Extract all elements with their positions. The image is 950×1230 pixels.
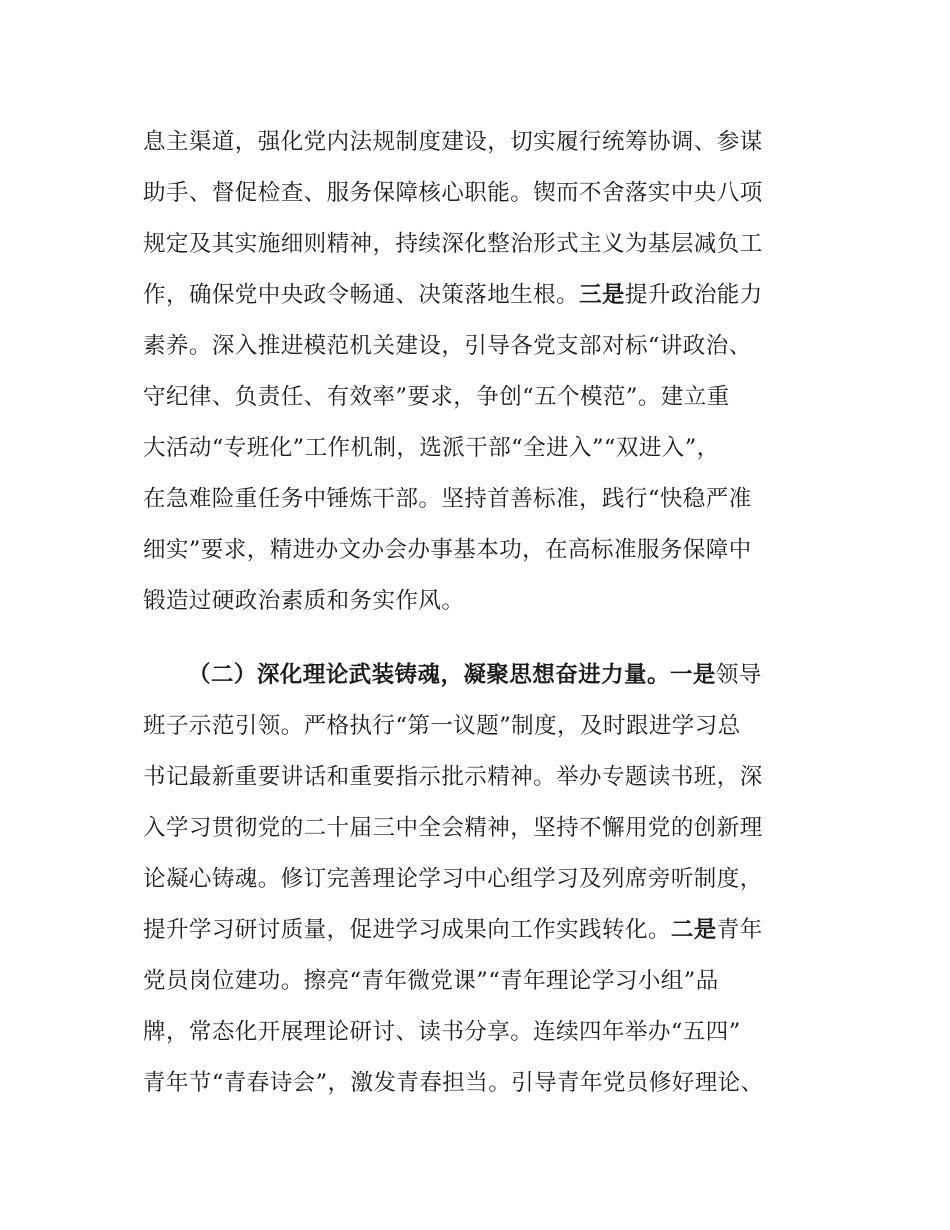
text-line: 班子示范引领。严格执行“第一议题”制度，及时跟进学习总 — [143, 713, 741, 739]
text-segment: 青年 — [716, 917, 763, 943]
text-segment: 提升政治能力 — [624, 282, 763, 308]
text-line: 牌，常态化开展理论研讨、读书分享。连续四年举办“五四” — [143, 1019, 741, 1045]
text-line: 守纪律、负责任、有效率”要求，争创“五个模范”。建立重 — [143, 384, 730, 410]
section-heading: （二）深化理论武装铸魂，凝聚思想奋进力量。一是 — [188, 662, 716, 688]
text-line: 细实”要求，精进办文办会办事基本功，在高标准服务保障中 — [143, 537, 752, 563]
text-line: 党员岗位建功。擦亮“青年微党课”“青年理论学习小组”品 — [143, 968, 719, 994]
section-heading-line — [188, 660, 762, 690]
bold-marker: 三是 — [579, 282, 625, 308]
text-line: 书记最新重要讲话和重要指示批示精神。举办专题读书班，深 — [143, 764, 763, 790]
text-segment: 作，确保党中央政令畅通、决策落地生根。 — [143, 282, 580, 308]
text-line: 素养。深入推进模范机关建设，引导各党支部对标“讲政治、 — [143, 333, 752, 359]
text-segment: 领导 — [715, 662, 762, 688]
text-line: 息主渠道，强化党内法规制度建设，切实履行统筹协调、参谋 — [143, 129, 763, 155]
text-line: 规定及其实施细则精神，持续深化整治形式主义为基层减负工 — [143, 231, 763, 257]
text-line: 在急难险重任务中锤炼干部。坚持首善标准，践行“快稳严准 — [143, 486, 752, 512]
text-segment: 提升学习研讨质量，促进学习成果向工作实践转化。 — [143, 917, 671, 943]
text-line: 助手、督促检查、服务保障核心职能。锲而不舍落实中央八项 — [143, 180, 763, 206]
text-line — [143, 915, 763, 945]
text-line: 青年节“青春诗会”，激发青春担当。引导青年党员修好理论、 — [143, 1070, 764, 1096]
text-line: 入学习贯彻党的二十届三中全会精神，坚持不懈用党的创新理 — [143, 815, 763, 841]
text-line: 论凝心铸魂。修订完善理论学习中心组学习及列席旁听制度， — [143, 866, 763, 892]
text-line: 锻造过硬政治素质和务实作风。 — [143, 588, 465, 614]
bold-marker: 二是 — [670, 917, 717, 943]
text-line — [143, 280, 763, 310]
text-line: 大活动“专班化”工作机制，选派干部“全进入”“双进入”， — [143, 435, 720, 461]
